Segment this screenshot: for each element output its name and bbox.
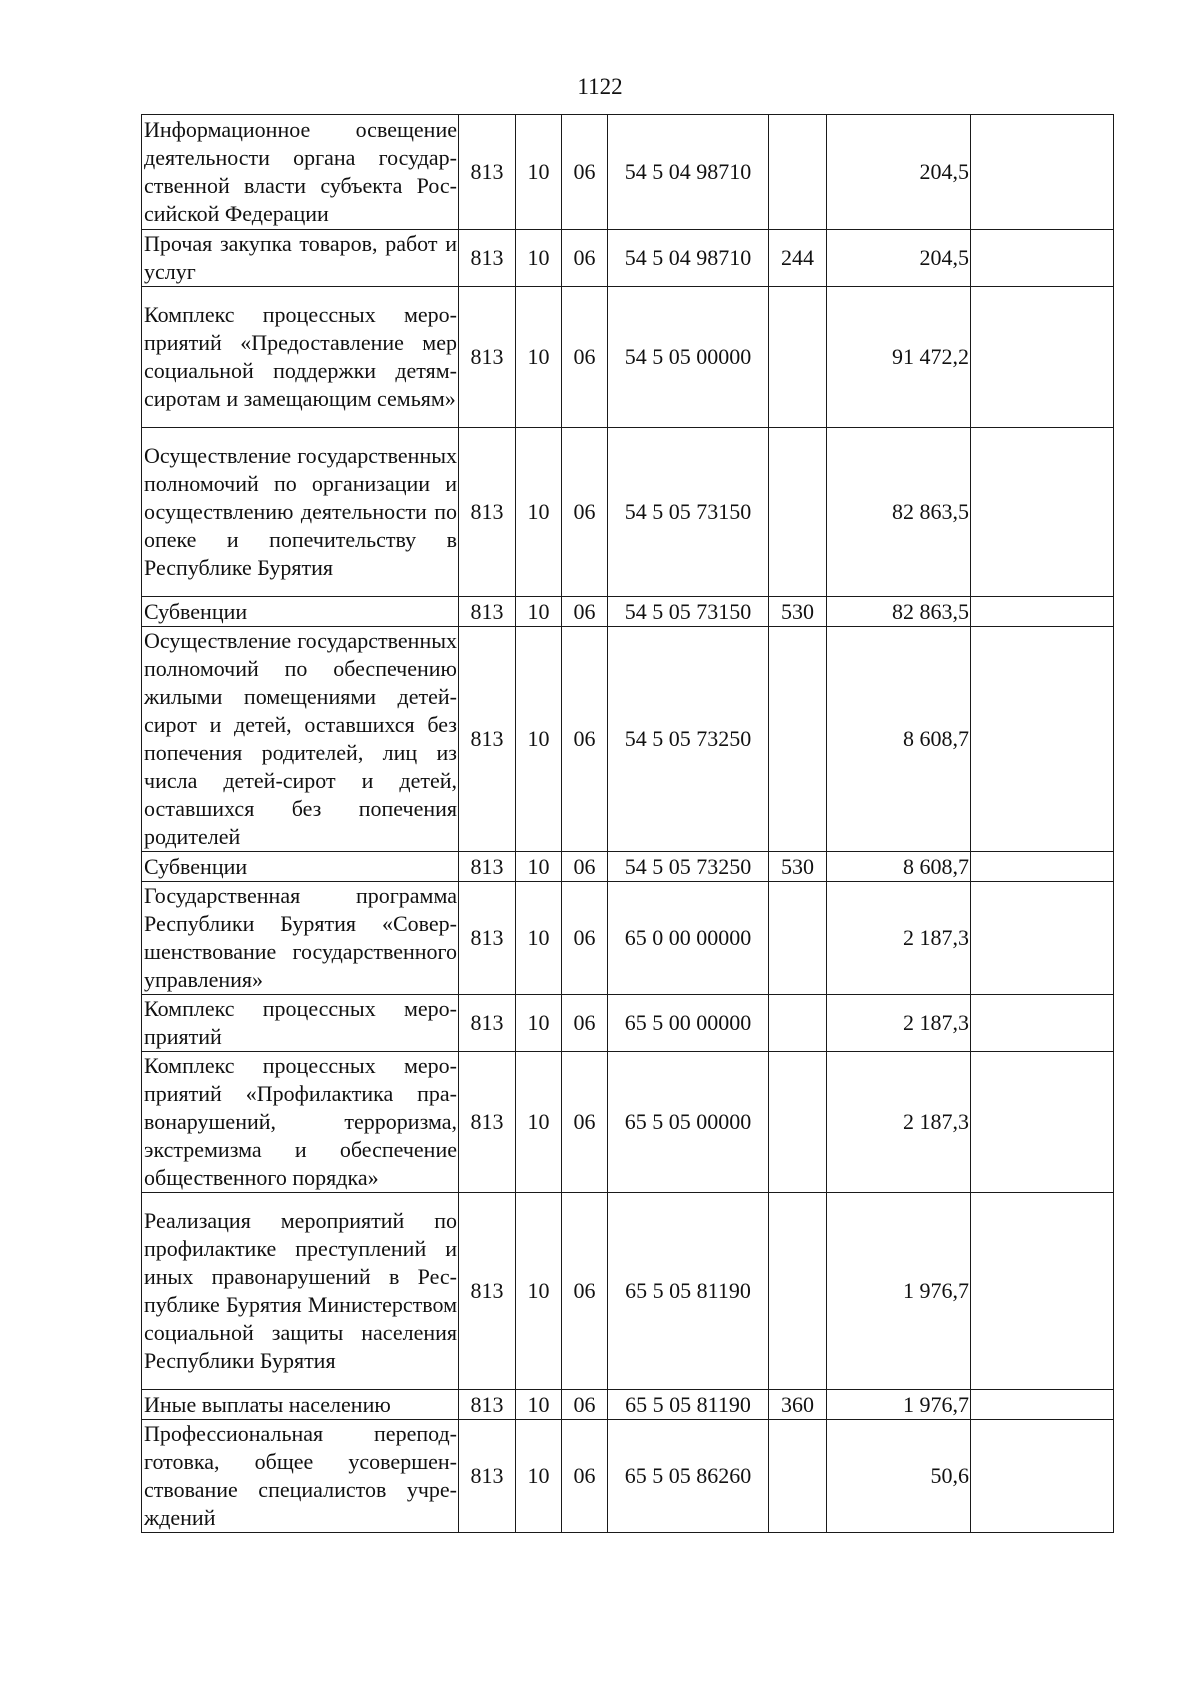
ministry-code-cell: 813: [459, 428, 516, 597]
extra-cell: [971, 230, 1114, 287]
extra-cell: [971, 428, 1114, 597]
table-row: [142, 627, 1114, 852]
subsection-code-cell: 06: [562, 230, 608, 287]
expense-type-cell: [769, 882, 827, 995]
section-code-cell: 10: [516, 627, 562, 852]
subsection-code-cell: 06: [562, 627, 608, 852]
expense-type-cell: [769, 1420, 827, 1533]
extra-cell: [971, 287, 1114, 428]
table-row: [142, 852, 1114, 882]
ministry-code-cell: 813: [459, 995, 516, 1052]
row-name-cell: Информационное освещение деятельности органа государственной власти субъекта Российской Федерации: [142, 115, 459, 230]
row-name-cell: Реализация мероприятий по профилактике преступлений и иных правонарушений в Республике Бурятия Министерством социальной защиты населения Республики Бурятия: [142, 1193, 459, 1390]
target-article-cell: 65 0 00 00000: [608, 882, 769, 995]
amount-cell: 2 187,3: [827, 1052, 971, 1193]
table-row: [142, 1193, 1114, 1390]
ministry-code-cell: 813: [459, 1420, 516, 1533]
amount-cell: 204,5: [827, 115, 971, 230]
table-row: [142, 287, 1114, 428]
extra-cell: [971, 627, 1114, 852]
target-article-cell: 54 5 05 73150: [608, 597, 769, 627]
expense-type-cell: [769, 287, 827, 428]
subsection-code-cell: 06: [562, 597, 608, 627]
budget-table: [141, 114, 1114, 1533]
expense-type-cell: [769, 627, 827, 852]
expense-type-cell: 244: [769, 230, 827, 287]
extra-cell: [971, 1390, 1114, 1420]
row-name-cell: Субвенции: [142, 597, 459, 627]
expense-type-cell: 360: [769, 1390, 827, 1420]
expense-type-cell: 530: [769, 597, 827, 627]
target-article-cell: 54 5 05 73150: [608, 428, 769, 597]
extra-cell: [971, 597, 1114, 627]
amount-cell: 50,6: [827, 1420, 971, 1533]
ministry-code-cell: 813: [459, 597, 516, 627]
subsection-code-cell: 06: [562, 995, 608, 1052]
amount-cell: 1 976,7: [827, 1390, 971, 1420]
target-article-cell: 65 5 05 81190: [608, 1390, 769, 1420]
row-name-cell: Комплекс процессных мероприятий: [142, 995, 459, 1052]
subsection-code-cell: 06: [562, 1193, 608, 1390]
section-code-cell: 10: [516, 1420, 562, 1533]
section-code-cell: 10: [516, 115, 562, 230]
expense-type-cell: [769, 995, 827, 1052]
table-row: [142, 995, 1114, 1052]
amount-cell: 8 608,7: [827, 852, 971, 882]
ministry-code-cell: 813: [459, 230, 516, 287]
ministry-code-cell: 813: [459, 627, 516, 852]
section-code-cell: 10: [516, 1052, 562, 1193]
section-code-cell: 10: [516, 995, 562, 1052]
table-row: [142, 1052, 1114, 1193]
target-article-cell: 65 5 05 00000: [608, 1052, 769, 1193]
amount-cell: 2 187,3: [827, 882, 971, 995]
amount-cell: 91 472,2: [827, 287, 971, 428]
ministry-code-cell: 813: [459, 1193, 516, 1390]
target-article-cell: 54 5 04 98710: [608, 115, 769, 230]
table-row: [142, 115, 1114, 230]
subsection-code-cell: 06: [562, 1420, 608, 1533]
amount-cell: 1 976,7: [827, 1193, 971, 1390]
extra-cell: [971, 115, 1114, 230]
row-name-cell: Осуществление государственных полномочий по организации и осуществлению деятельности по опеке и попечительству в Республике Бурятия: [142, 428, 459, 597]
section-code-cell: 10: [516, 1193, 562, 1390]
amount-cell: 82 863,5: [827, 428, 971, 597]
table-row: [142, 428, 1114, 597]
row-name-cell: Прочая закупка товаров, работ и услуг: [142, 230, 459, 287]
ministry-code-cell: 813: [459, 115, 516, 230]
section-code-cell: 10: [516, 1390, 562, 1420]
table-row: [142, 597, 1114, 627]
extra-cell: [971, 1052, 1114, 1193]
section-code-cell: 10: [516, 597, 562, 627]
amount-cell: 8 608,7: [827, 627, 971, 852]
row-name-cell: Комплекс процессных мероприятий «Профилактика правонарушений, терроризма, экстремизма и обеспечение общественного порядка»: [142, 1052, 459, 1193]
target-article-cell: 54 5 05 73250: [608, 852, 769, 882]
extra-cell: [971, 995, 1114, 1052]
expense-type-cell: [769, 1193, 827, 1390]
target-article-cell: 54 5 05 00000: [608, 287, 769, 428]
subsection-code-cell: 06: [562, 115, 608, 230]
subsection-code-cell: 06: [562, 852, 608, 882]
ministry-code-cell: 813: [459, 1052, 516, 1193]
extra-cell: [971, 852, 1114, 882]
row-name-cell: Осуществление государственных полномочий по обеспечению жилыми помещениями детей-сирот и детей, оставшихся без попечения родителей, лиц из числа детей-сирот и детей, оставшихся без попечения родителей: [142, 627, 459, 852]
ministry-code-cell: 813: [459, 287, 516, 428]
row-name-cell: Субвенции: [142, 852, 459, 882]
extra-cell: [971, 1420, 1114, 1533]
target-article-cell: 65 5 00 00000: [608, 995, 769, 1052]
section-code-cell: 10: [516, 230, 562, 287]
subsection-code-cell: 06: [562, 1052, 608, 1193]
subsection-code-cell: 06: [562, 882, 608, 995]
extra-cell: [971, 882, 1114, 995]
target-article-cell: 65 5 05 81190: [608, 1193, 769, 1390]
target-article-cell: 54 5 05 73250: [608, 627, 769, 852]
target-article-cell: 54 5 04 98710: [608, 230, 769, 287]
subsection-code-cell: 06: [562, 287, 608, 428]
subsection-code-cell: 06: [562, 1390, 608, 1420]
section-code-cell: 10: [516, 852, 562, 882]
target-article-cell: 65 5 05 86260: [608, 1420, 769, 1533]
subsection-code-cell: 06: [562, 428, 608, 597]
section-code-cell: 10: [516, 882, 562, 995]
section-code-cell: 10: [516, 428, 562, 597]
row-name-cell: Профессиональная переподготовка, общее усовершенствование специалистов учреждений: [142, 1420, 459, 1533]
table-row: [142, 230, 1114, 287]
expense-type-cell: 530: [769, 852, 827, 882]
amount-cell: 82 863,5: [827, 597, 971, 627]
table-row: [142, 1390, 1114, 1420]
amount-cell: 2 187,3: [827, 995, 971, 1052]
ministry-code-cell: 813: [459, 882, 516, 995]
amount-cell: 204,5: [827, 230, 971, 287]
row-name-cell: Иные выплаты населению: [142, 1390, 459, 1420]
ministry-code-cell: 813: [459, 852, 516, 882]
ministry-code-cell: 813: [459, 1390, 516, 1420]
extra-cell: [971, 1193, 1114, 1390]
row-name-cell: Государственная программа Республики Бурятия «Совершенствование государственного управления»: [142, 882, 459, 995]
section-code-cell: 10: [516, 287, 562, 428]
table-row: [142, 882, 1114, 995]
table-row: [142, 1420, 1114, 1533]
expense-type-cell: [769, 1052, 827, 1193]
expense-type-cell: [769, 115, 827, 230]
expense-type-cell: [769, 428, 827, 597]
page-number: 1122: [577, 74, 623, 99]
row-name-cell: Комплекс процессных мероприятий «Предоставление мер социальной поддержки детям-сиротам и замещающим семьям»: [142, 287, 459, 428]
